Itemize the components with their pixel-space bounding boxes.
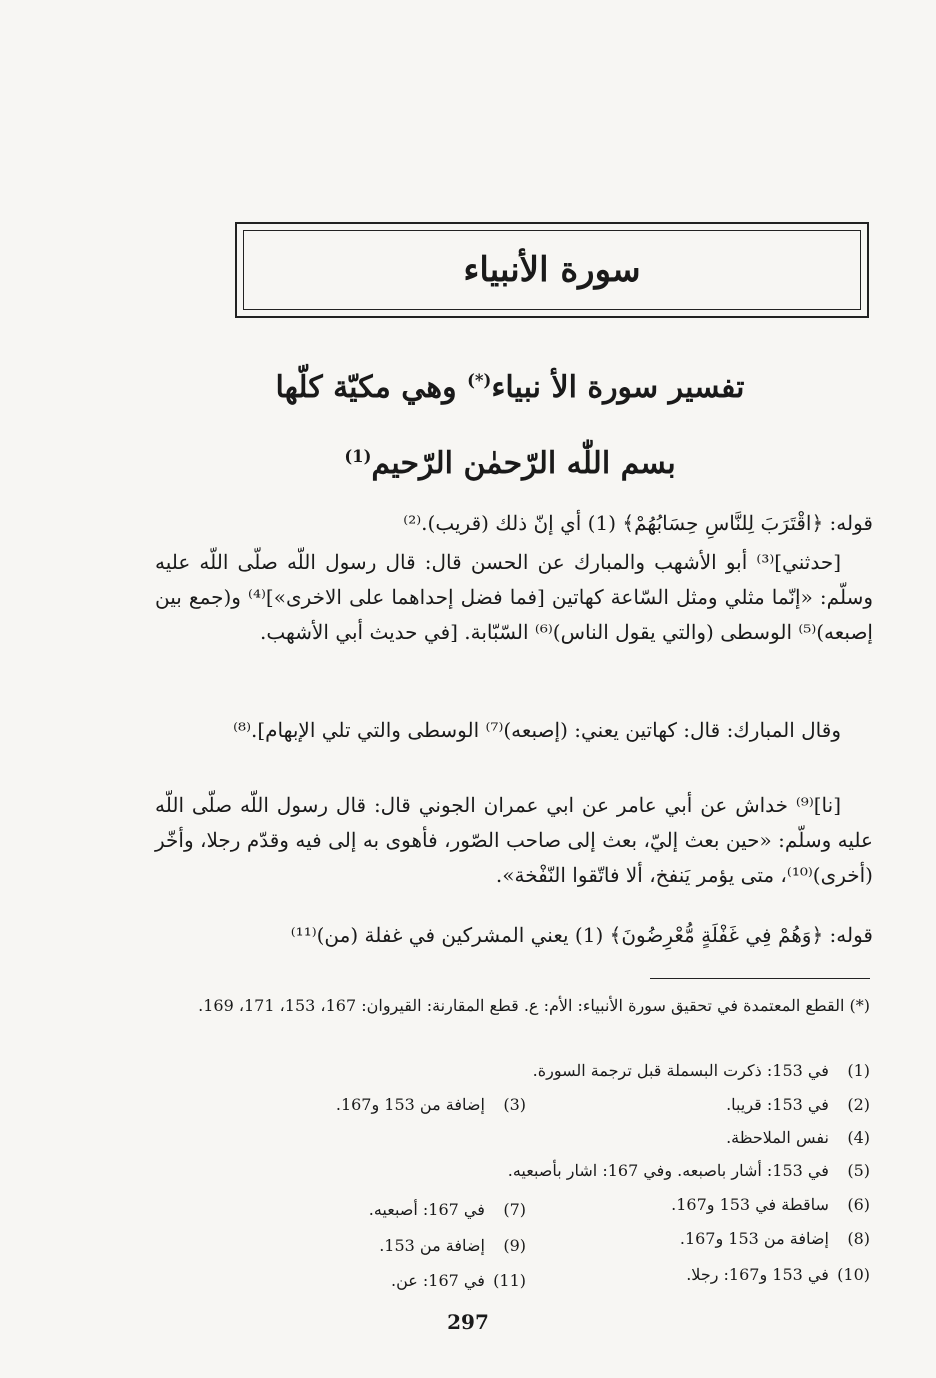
footnote-star: (*) القطع المعتمدة في تحقيق سورة الأنبياء: الأم: ع. قطع المقارنة: القيروان: 167، 153، 171، 169. [198, 996, 870, 1015]
footnote-2 [726, 1094, 870, 1116]
footnote-number: (3) [503, 1095, 526, 1114]
footnote-number: (6) [847, 1195, 870, 1214]
footnote-text: ساقطة في 153 و167. [671, 1195, 829, 1214]
footnote-number: (8) [847, 1229, 870, 1248]
footnote-text: في 153: ذكرت البسملة قبل ترجمة السورة. [532, 1061, 829, 1080]
footnote-text: في 167: أصبعيه. [368, 1200, 485, 1219]
footnote-number: (2) [847, 1095, 870, 1114]
footnote-text: في 153: قريبا. [726, 1095, 829, 1114]
footnote-text: في 153: أشار باصبعه. وفي 167: اشار بأصبعيه. [507, 1161, 829, 1180]
footnote-number: (5) [847, 1161, 870, 1180]
tafsir-heading-text: تفسير سورة الأ نبياء [491, 370, 745, 405]
footnote-3 [336, 1094, 526, 1116]
footnote-number: (1) [847, 1061, 870, 1080]
paragraph-3: وقال المبارك: قال: كهاتين يعني: (إصبعه)⁽⁷⁾ الوسطى والتي تلي الإبهام].⁽⁸⁾ [233, 718, 841, 742]
footnote-separator [650, 978, 870, 979]
heading-footnote-mark: (*) [467, 371, 492, 390]
paragraph-4: [نا]⁽⁹⁾ خداش عن أبي عامر عن ابي عمران الجوني قال: قال رسول اللّه صلّى اللّه عليه وسلّم: «حين بعث إليّ، بعث إلى صاحب الصّور، فأهوى به إلى فيه وقدّم رجلا، وأخّر (أخرى)⁽¹⁰⁾، متى يؤمر يَنفخ، ألا فاتّقوا النّفْخة». [155, 793, 873, 887]
footnote-8 [680, 1228, 870, 1250]
surah-title-frame [235, 222, 869, 318]
footnote-text: إضافة من 153 و167. [679, 1229, 829, 1248]
tafsir-heading [150, 370, 870, 405]
footnote-4 [726, 1127, 870, 1149]
footnote-text: إضافة من 153. [379, 1236, 485, 1255]
footnote-1 [533, 1060, 870, 1082]
tafsir-heading-text-after: وهي مكيّة كلّها [275, 370, 468, 405]
surah-title: سورة الأنبياء [463, 250, 641, 290]
footnote-number: (11) [493, 1271, 526, 1290]
basmala-footnote-mark: (1) [344, 447, 372, 466]
footnote-11 [391, 1270, 526, 1292]
paragraph-2: [حدثني]⁽³⁾ أبو الأشهب والمبارك عن الحسن قال: قال رسول اللّه صلّى اللّه عليه وسلّم: «إنّما مثلي ومثل السّاعة كهاتين [فما فضل إحداهما على الاخرى»]⁽⁴⁾ و(جمع بين إصبعه)⁽⁵⁾ الوسطى (والتي يقول الناس)⁽⁶⁾ السّبّابة. [في حديث أبي الأشهب. [155, 550, 874, 644]
surah-title-inner-frame [243, 230, 861, 310]
footnote-text: في 153 و167: رجلا. [686, 1265, 829, 1284]
footnote-number: (9) [503, 1236, 526, 1255]
footnote-7 [369, 1199, 526, 1221]
footnote-number: (10) [837, 1265, 870, 1284]
footnote-number: (7) [503, 1200, 526, 1219]
footnote-text: في 167: عن. [390, 1271, 485, 1290]
footnote-text: نفس الملاحظة. [726, 1128, 829, 1147]
paragraph-1: قوله: ﴿اقْتَرَبَ لِلنَّاسِ حِسَابُهُمْ﴾ (1) أي إنّ ذلك (قريب).⁽²⁾ [403, 511, 873, 535]
footnote-text: إضافة من 153 و167. [335, 1095, 485, 1114]
page-number: 297 [447, 1310, 489, 1334]
paragraph-5: قوله: ﴿وَهُمْ فِي غَفْلَةٍ مُّعْرِضُونَ﴾ (1) يعني المشركين في غفلة (من)⁽¹¹⁾ [290, 923, 873, 947]
footnote-5 [508, 1160, 870, 1182]
footnote-number: (4) [847, 1128, 870, 1147]
footnote-9 [379, 1235, 526, 1257]
footnote-10 [686, 1264, 870, 1286]
basmala [150, 446, 870, 481]
basmala-text: بسم اللّٰه الرّحمٰن الرّحيم [371, 446, 676, 481]
footnote-6 [671, 1194, 870, 1216]
